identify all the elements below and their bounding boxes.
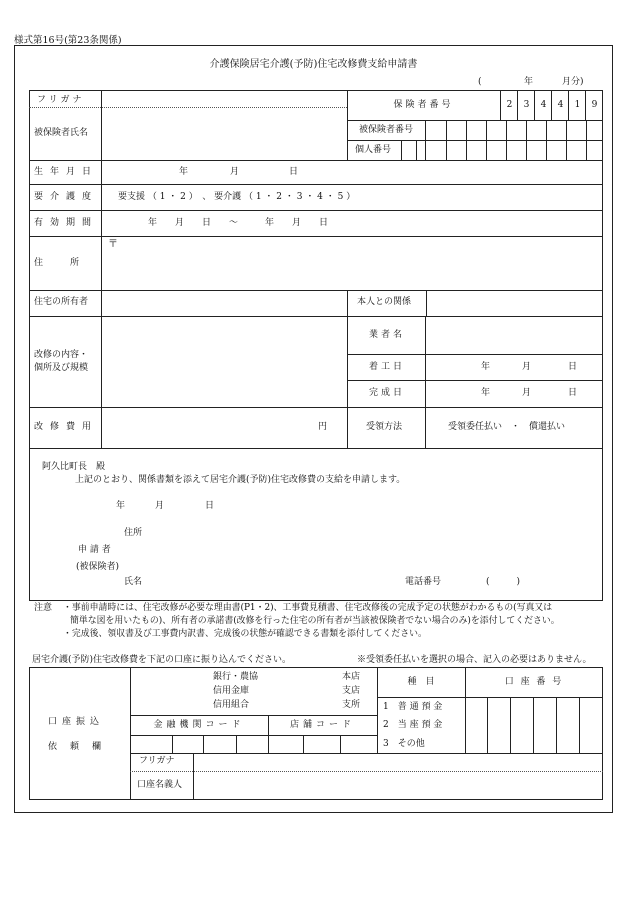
- relation-field[interactable]: [428, 292, 601, 314]
- notes-line-2: 簡単な図を用いたもの)、所有者の承諾書(改修を行った住宅の所有者が当該被保険者でない場合のみ)を添付してください。: [70, 616, 560, 626]
- branch-name-field[interactable]: [270, 669, 340, 713]
- bank-section-label-1: 口座振込: [48, 717, 105, 727]
- bank-type-1: 銀行・農協: [213, 672, 259, 682]
- bank-intro: 居宅介護(予防)住宅改修費を下記の口座に振り込んでください。: [32, 655, 292, 665]
- phone-label: 電話番号: [405, 577, 442, 587]
- complete-date-label: 完成日: [369, 388, 406, 398]
- receipt-method-options[interactable]: 受領委任払い ・ 償還払い: [448, 422, 566, 432]
- birth-day: 日: [289, 167, 299, 177]
- bank-code-label: 金融機関コード: [153, 720, 245, 730]
- contractor-label: 業者名: [369, 330, 406, 340]
- notes-label: 注意: [34, 603, 53, 613]
- bank-type-2: 信用金庫: [213, 686, 250, 696]
- form-title: 介護保険居宅介護(予防)住宅改修費支給申請書: [209, 59, 418, 70]
- complete-year: 年: [481, 388, 491, 398]
- cost-label: 改修費用: [34, 422, 99, 432]
- applicant-name-label: 氏名: [124, 577, 143, 587]
- valid-period-value: 年 月 日 ～ 年 月 日: [148, 218, 329, 228]
- addressee: 阿久比町長 殿: [42, 462, 106, 472]
- account-type-label: 種 目: [407, 677, 435, 687]
- date-header-open: (: [478, 77, 482, 87]
- phone-parens: ( ): [486, 577, 521, 587]
- date-header-year: 年: [524, 77, 534, 87]
- bank-name-field[interactable]: [132, 669, 210, 713]
- account-type-1[interactable]: 1 普 通 預 金: [383, 702, 443, 712]
- app-month: 月: [155, 501, 165, 511]
- address-label: 住 所: [34, 258, 80, 268]
- applicant-address-label: 住所: [124, 528, 143, 538]
- insured-name-field[interactable]: [103, 110, 345, 158]
- insurer-digit-3: 4: [540, 100, 547, 110]
- insurer-digit-1: 2: [506, 100, 513, 110]
- insurer-digit-5: 1: [574, 100, 581, 110]
- insurer-digit-4: 4: [557, 100, 564, 110]
- personal-no-label: 個人番号: [355, 145, 392, 155]
- application-statement: 上記のとおり、関係書類を添えて居宅介護(予防)住宅改修費の支給を申請します。: [75, 475, 406, 485]
- relation-label: 本人との関係: [357, 297, 412, 307]
- app-year: 年: [116, 501, 126, 511]
- account-number-label: 口 座 番 号: [504, 677, 564, 687]
- branch-code-label: 店舗コード: [289, 720, 355, 730]
- care-level-label: 要介護度: [34, 192, 99, 202]
- account-type-2[interactable]: 2 当 座 預 金: [383, 720, 443, 730]
- account-type-3[interactable]: 3 その他: [383, 739, 425, 749]
- start-day: 日: [568, 362, 578, 372]
- birth-label: 生年月日: [34, 167, 99, 177]
- bank-type-3: 信用組合: [213, 700, 250, 710]
- start-month: 月: [522, 362, 532, 372]
- birth-year: 年: [179, 167, 189, 177]
- holder-name-field[interactable]: [195, 773, 601, 798]
- insured-paren: (被保険者): [76, 562, 120, 572]
- insured-no-label: 被保険者番号: [359, 125, 414, 135]
- insured-no-field[interactable]: [427, 122, 602, 139]
- owner-label: 住宅の所有者: [34, 297, 89, 307]
- branch-type-1: 本店: [342, 672, 361, 682]
- insurer-digit-2: 3: [523, 100, 530, 110]
- insurer-digit-6: 9: [591, 100, 598, 110]
- content-field[interactable]: [103, 318, 345, 405]
- holder-name-label: 口座名義人: [137, 780, 183, 790]
- insurer-no-label: 保険者番号: [393, 100, 454, 110]
- birth-month: 月: [230, 167, 240, 177]
- furigana-label: フリガナ: [37, 95, 85, 105]
- applicant-label: 申 請 者: [78, 545, 111, 555]
- branch-type-2: 支店: [342, 686, 361, 696]
- complete-day: 日: [568, 388, 578, 398]
- furigana-field[interactable]: [103, 92, 345, 106]
- valid-period-label: 有効期間: [34, 218, 99, 228]
- date-header-month: 月分): [562, 77, 584, 87]
- bank-section-label-2: 依頼欄: [48, 742, 115, 752]
- app-day: 日: [205, 501, 215, 511]
- content-label-1: 改修の内容・: [34, 350, 89, 360]
- form-number: 様式第16号(第23条関係): [14, 35, 122, 46]
- owner-field[interactable]: [103, 292, 345, 314]
- branch-type-3: 支所: [342, 700, 361, 710]
- care-level-options[interactable]: 要支援 （ 1 ・ 2 ） 、 要介護 （ 1 ・ 2 ・ 3 ・ 4 ・ 5 ）: [118, 192, 356, 202]
- contractor-field[interactable]: [427, 318, 601, 353]
- insured-name-label: 被保険者氏名: [34, 128, 89, 138]
- start-date-label: 着工日: [369, 362, 406, 372]
- complete-month: 月: [522, 388, 532, 398]
- address-field[interactable]: [103, 238, 601, 288]
- start-year: 年: [481, 362, 491, 372]
- personal-no-field[interactable]: [403, 142, 602, 159]
- postal-mark: 〒: [108, 239, 118, 250]
- notes-line-3: ・完成後、領収書及び工事費内訳書、完成後の状態が確認できる書類を添付してください。: [63, 629, 427, 639]
- holder-furigana-label: フリガナ: [139, 756, 175, 766]
- cost-field[interactable]: [103, 409, 313, 446]
- receipt-method-label: 受領方法: [366, 422, 403, 432]
- notes-line-1: ・事前申請時には、住宅改修が必要な理由書(P1・2)、工事費見積書、住宅改修後の完成予定の状態がわかるもの(写真又は: [63, 603, 553, 613]
- content-label-2: 個所及び規模: [34, 363, 89, 373]
- yen-unit: 円: [318, 422, 328, 432]
- holder-furigana-field[interactable]: [195, 755, 601, 770]
- bank-intro-note: ※受領委任払いを選択の場合、記入の必要はありません。: [357, 655, 592, 665]
